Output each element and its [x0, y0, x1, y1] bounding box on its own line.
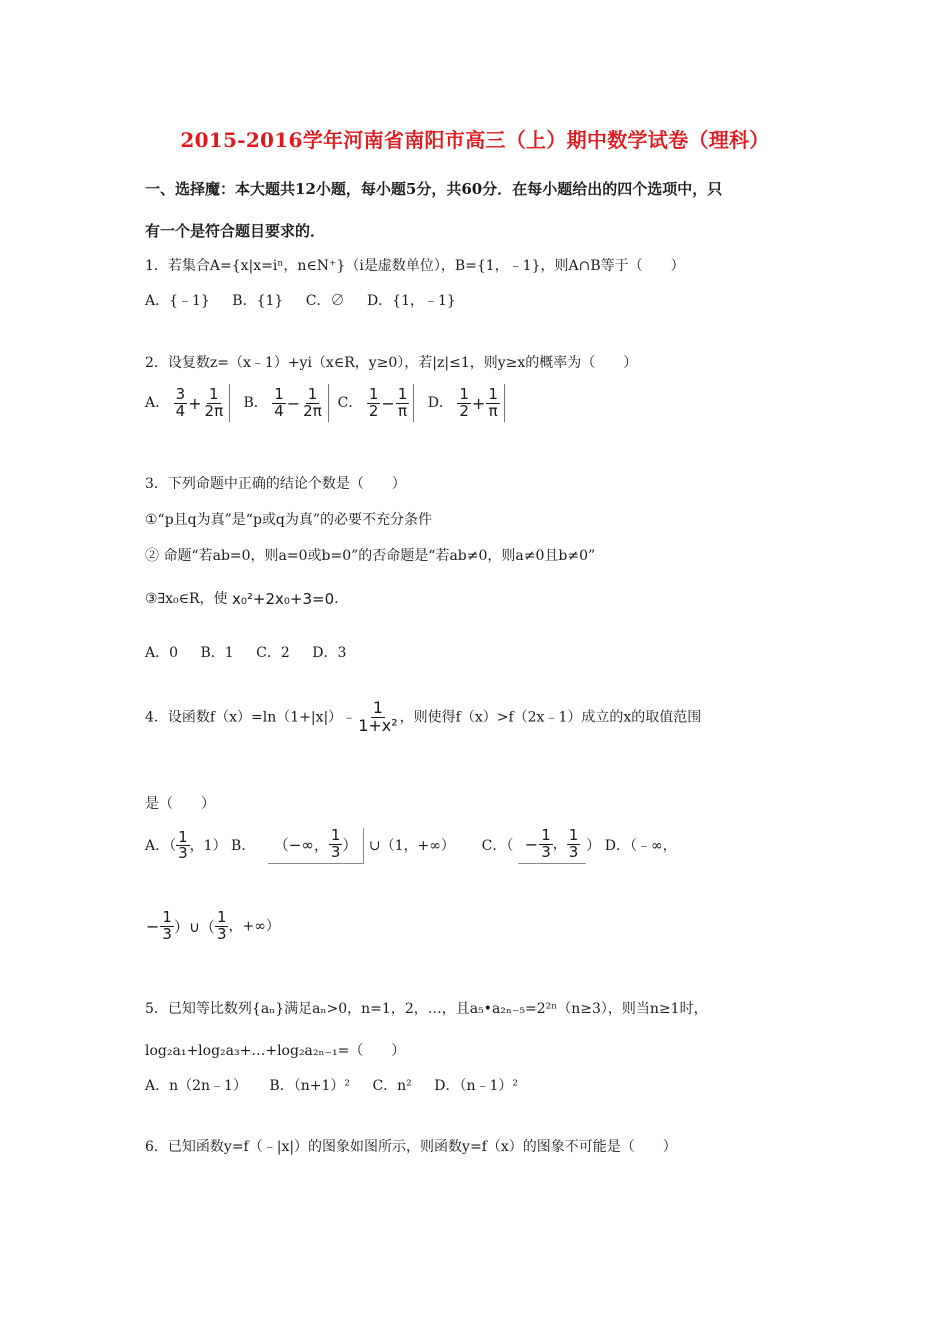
q3-options [145, 642, 364, 662]
q4-options [145, 828, 677, 864]
q2-a-frac2: $\frac{1}{2\pi}$ [204, 384, 224, 420]
q4-option-c: C．（ − $\frac{1}{3}$ ， $\frac{1}{3}$ ） [482, 838, 601, 854]
q3-option-b: B．1 [200, 645, 234, 661]
q2-d-frac1: $\frac{1}{2}$ [459, 384, 469, 420]
q2-option-a-label: A． [145, 395, 170, 411]
q5-option-c: C．n² [372, 1078, 412, 1094]
q2-options: A． $\frac{3}{4}$ + $\frac{1}{2\pi}$ B． $\frac{1}{4}$ − $\frac{1}{2\pi}$ C． $\frac{1}{2}$ − $\frac{1}{\pi}$ D． $\frac{1}{2}$ + $\frac{1}{\pi}$ [145, 384, 505, 422]
q4-option-d-cont: − $\frac{1}{3}$ ）∪（ $\frac{1}{3}$ ，+∞） [146, 908, 280, 943]
q1-option-d: D．{1，﹣1} [366, 293, 456, 309]
q6-stem: 6．已知函数y=f（﹣|x|）的图象如图所示，则函数y=f（x）的图象不可能是（ ） [145, 1139, 677, 1155]
q1-option-a: A．{﹣1} [145, 293, 210, 309]
q5-option-d: D．（n﹣1）² [434, 1078, 518, 1094]
q3-statement-2: ② 命题“若ab=0，则a=0或b=0”的否命题是“若ab≠0，则a≠0且b≠0” [145, 548, 596, 564]
q2-b-frac1: $\frac{1}{4}$ [274, 384, 284, 420]
q1-options [145, 290, 474, 310]
q5-stem-cont: log₂a₁+log₂a₃+…+log₂a₂ₙ₋₁=（ ） [145, 1043, 406, 1059]
q5-option-b: B．（n+1）² [269, 1078, 350, 1094]
q1-option-b: B．{1} [232, 293, 284, 309]
q3-stem: 3．下列命题中正确的结论个数是（ ） [145, 476, 406, 492]
q2-option-b-label: B． [243, 395, 268, 411]
section-heading-line1: 一、选择魔：本大题共12小题，每小题5分，共60分．在每小题给出的四个选项中，只 [145, 180, 723, 198]
section-heading-line2: 有一个是符合题目要求的． [145, 222, 326, 240]
q3-option-c: C．2 [256, 645, 290, 661]
q2-option-d-label: D． [427, 395, 453, 411]
q4-frac: $\frac{1}{\text{1+x²}}$ [358, 698, 398, 735]
q5-options [145, 1075, 536, 1095]
q2-b-frac2: $\frac{1}{2\pi}$ [303, 384, 322, 420]
q3-option-d: D．3 [312, 645, 347, 661]
q3-statement-3: ③∃x₀∈R，使 x₀²+2x₀+3=0. [145, 590, 339, 608]
q4-stem: 4．设函数f（x）=ln（1+|x|）﹣ $\frac{1}{\text{1+x²}}$ ，则使得f（x）>f（2x﹣1）成立的x的取值范围 [145, 698, 702, 735]
q2-stem: 2．设复数z=（x﹣1）+yi（x∈R，y≥0），若|z|≤1，则y≥x的概率为（ ） [145, 355, 638, 371]
q3-statement-1: ①“p且q为真”是“p或q为真”的必要不充分条件 [145, 512, 433, 528]
q2-a-frac1: $\frac{3}{4}$ [175, 384, 186, 420]
q2-d-frac2: $\frac{1}{\pi}$ [488, 384, 498, 420]
q4-stem-cont: 是（ ） [145, 796, 215, 812]
q1-stem: 1．若集合A={x|x=iⁿ，n∈N⁺}（i是虚数单位），B={1，﹣1}，则A∩B等于（ ） [145, 258, 685, 274]
q3-option-a: A．0 [145, 645, 179, 661]
q5-option-a: A．n（2n﹣1） [145, 1078, 247, 1094]
q4-option-d: D．（﹣∞， [604, 837, 677, 854]
q2-option-c-label: C． [337, 395, 363, 411]
q3-equation: x₀²+2x₀+3=0 [232, 590, 335, 608]
q5-stem: 5．已知等比数列{aₙ}满足aₙ>0，n=1，2，…，且a₅•a₂ₙ₋₅=2²ⁿ（n≥3），则当n≥1时， [145, 1001, 708, 1017]
q4-option-a: A．（ $\frac{1}{3}$ ，1） [145, 827, 227, 863]
q2-c-frac2: $\frac{1}{\pi}$ [397, 384, 408, 420]
q4-option-b: B． （−∞， $\frac{1}{3}$ ） ∪（1，+∞） [231, 838, 455, 854]
exam-title: 2015-2016学年河南省南阳市高三（上）期中数学试卷（理科） [180, 128, 770, 152]
q1-option-c: C．∅ [305, 293, 345, 309]
q2-c-frac1: $\frac{1}{2}$ [368, 384, 379, 420]
